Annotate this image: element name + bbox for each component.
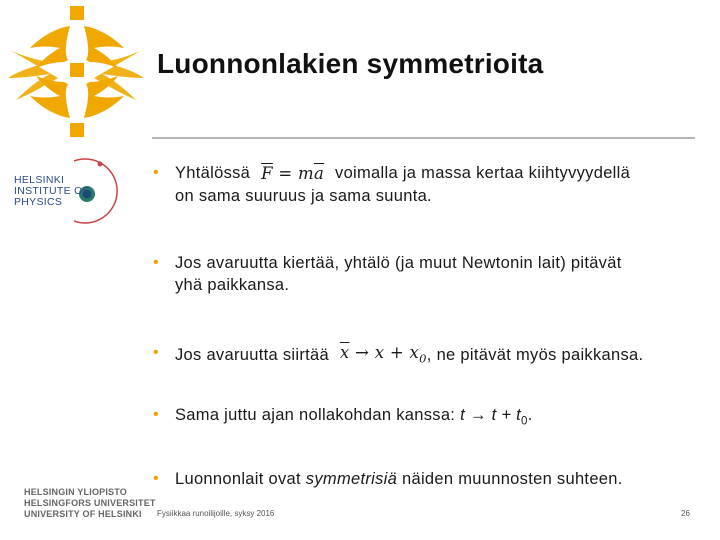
- university-wordmark: HELSINGIN YLIOPISTO HELSINGFORS UNIVERSITET UNIVERSITY OF HELSINKI: [24, 487, 156, 519]
- bullet-dot: •: [153, 406, 159, 423]
- bullet-5: • Luonnonlait ovat symmetrisiä näiden muunnosten suhteen.: [153, 470, 623, 488]
- formula-translation: $\overline{x} \to x + x_0$: [339, 343, 427, 366]
- bullet-2: • Jos avaruutta kiertää, yhtälö (ja muut Newtonin lait) pitävät yhä paikkansa.: [153, 254, 622, 294]
- bullet-1: • Yhtälössä $\overline{F} = m\overline{a}$ voimalla ja massa kertaa kiihtyvyydellä on sama suuruus ja sama suunta.: [153, 163, 631, 205]
- slide-title: Luonnonlakien symmetrioita: [157, 48, 544, 79]
- institute-logo: [12, 155, 127, 225]
- footer-course-name: Fysiikkaa runoilijoille, syksy 2016: [157, 509, 275, 518]
- bullet-dot: •: [153, 470, 159, 487]
- bullet-3: • Jos avaruutta siirtää $\overline{x} \to x + x_0$, ne pitävät myös paikkansa.: [153, 342, 713, 369]
- page-number: 26: [681, 509, 690, 518]
- university-flame-logo: [0, 0, 150, 150]
- bullet-dot: •: [153, 164, 159, 181]
- title-divider: [152, 137, 695, 139]
- formula-f-equals-ma: $\overline{F} = m\overline{a}$: [261, 163, 325, 183]
- bullet-dot: •: [153, 254, 159, 271]
- bullet-4: • Sama juttu ajan nollakohdan kanssa: $t \to t + t_0$.: [153, 406, 533, 428]
- bullet-dot: •: [153, 344, 159, 361]
- institute-name: HELSINKI INSTITUTE OF PHYSICS: [14, 174, 90, 208]
